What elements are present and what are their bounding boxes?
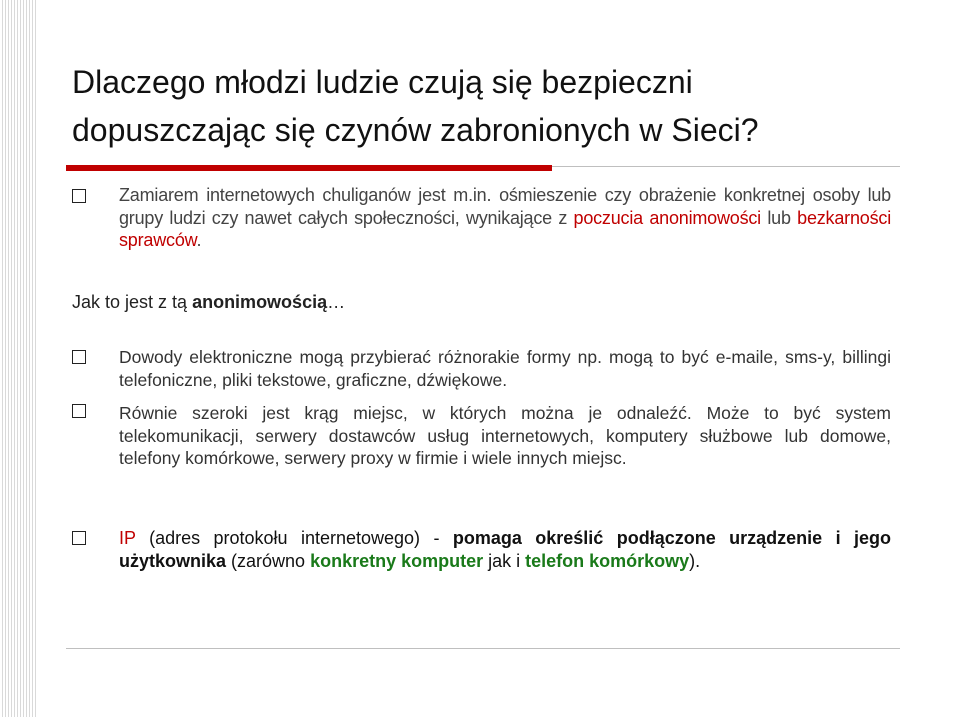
title-underline-accent [66,165,552,171]
highlight-computer: konkretny komputer [310,551,484,571]
bold-anonymity: anonimowością [192,292,328,312]
title-underline-rule [552,166,900,167]
text: jak i [483,551,526,571]
square-bullet-icon [72,189,86,203]
square-bullet-icon [72,404,86,418]
text: lub [760,207,798,228]
paragraph-evidence-locations: Równie szeroki jest krąg miejsc, w których można je odnaleźć. Może to być system telekomunikacji, serwery dostawców usług internetowych, komputery służbowe lub domowe, telefony komórkowe, serwery proxy w firmie i wiele innych miejsc. [119,403,891,468]
paragraph-hooligans [119,184,891,252]
slide-title [72,58,932,154]
decorative-left-strip [0,0,38,717]
text: ). [689,551,701,571]
text: . [196,230,202,250]
paragraph-ip-address [119,527,891,573]
text: Jak to jest z tą [72,292,193,312]
highlight-phone: telefon komórkowy [525,551,690,571]
bold-ip-purpose: pomaga określić podłączone urządzenie i jego użytkownika [119,528,891,571]
text: (zarówno [226,551,311,571]
subheading-anonymity [72,290,345,314]
highlight-anonymity: poczucia anonimowości [573,207,761,228]
title-line-2: dopuszczając się czynów zabronionych w Sieci? [72,112,759,148]
highlight-impunity: bezkarności sprawców [119,207,891,250]
ip-label: IP [119,528,136,548]
footer-rule [66,648,900,649]
text: Zamiarem internetowych chuliganów jest m.in. ośmieszenie czy obrażenie konkretnej osoby lub grupy ludzi czy nawet całych społeczności, wynikające z [119,185,891,228]
square-bullet-icon [72,531,86,545]
paragraph-evidence-forms: Dowody elektroniczne mogą przybierać różnorakie formy np. mogą to być e-maile, sms-y, billingi telefoniczne, pliki tekstowe, graficzne, dźwiękowe. [119,347,891,390]
title-line-1: Dlaczego młodzi ludzie czują się bezpieczni [72,64,693,100]
text: … [327,292,346,312]
square-bullet-icon [72,350,86,364]
text: (adres protokołu internetowego) - [135,528,453,548]
